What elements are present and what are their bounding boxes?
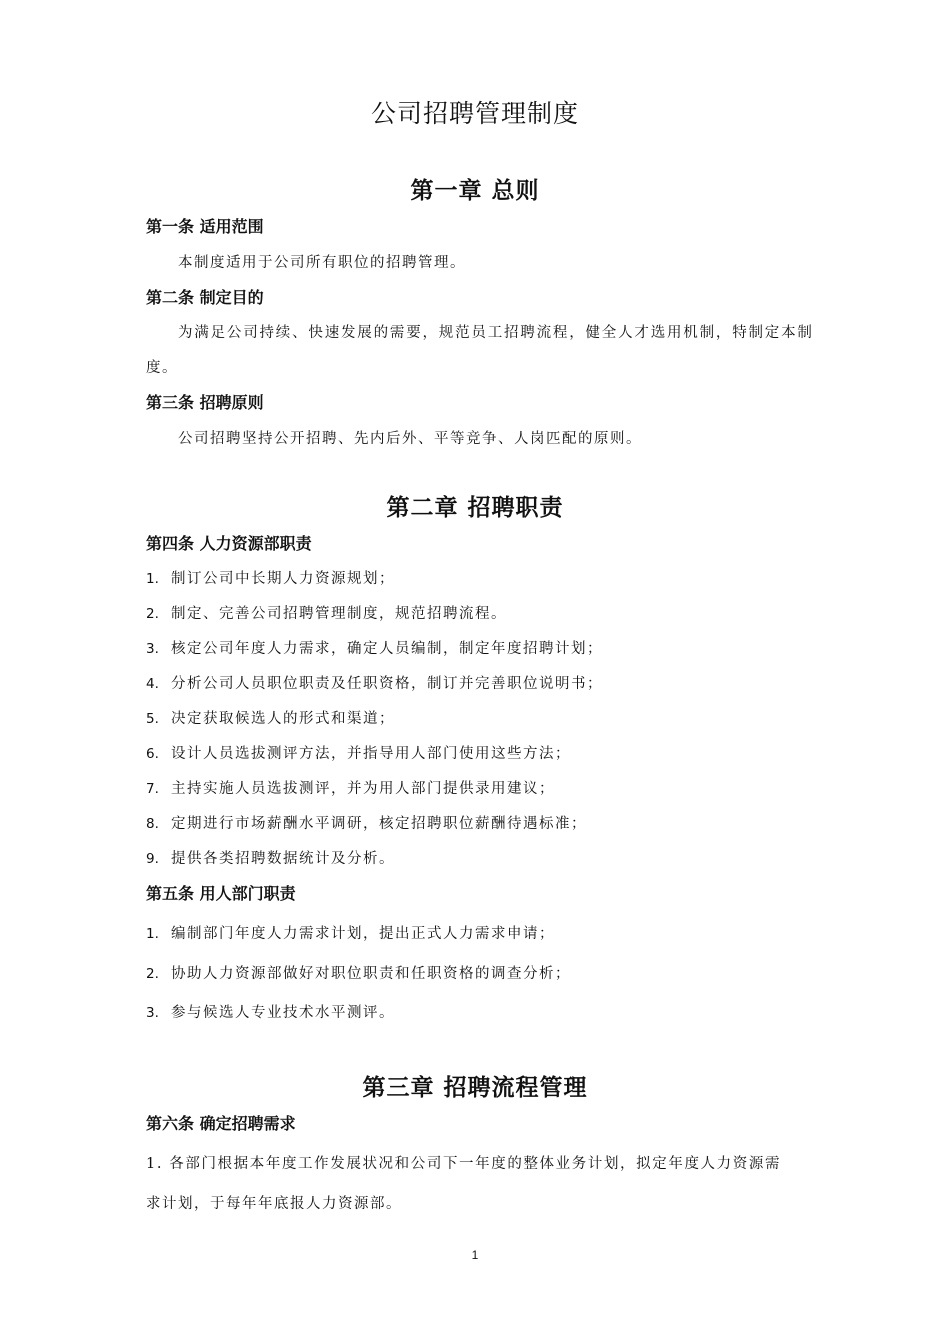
article-2-text-line2: 度。 (146, 360, 178, 376)
list-item-number: 3. (146, 1005, 159, 1021)
list-item-text: 核定公司年度人力需求，确定人员编制，制定年度招聘计划； (171, 641, 603, 657)
article-3-text: 公司招聘坚持公开招聘、先内后外、平等竞争、人岗匹配的原则。 (178, 431, 642, 447)
list-item-text: 参与候选人专业技术水平测评。 (171, 1005, 395, 1021)
list-item-number: 5. (146, 711, 159, 727)
list-item-text: 分析公司人员职位职责及任职资格，制订并完善职位说明书； (171, 676, 603, 692)
list-item (146, 922, 555, 943)
list-item-text: 编制部门年度人力需求计划，提出正式人力需求申请； (171, 926, 555, 942)
list-item-number: 3. (146, 641, 159, 657)
list-item (146, 567, 395, 588)
list-item (146, 812, 587, 833)
list-item (146, 777, 555, 798)
article-6-text-line2: 求计划，于每年年底报人力资源部。 (146, 1196, 402, 1212)
article-4-heading: 第四条 人力资源部职责 (146, 534, 312, 553)
list-item-text: 主持实施人员选拔测评，并为用人部门提供录用建议； (171, 781, 555, 797)
article-2-heading: 第二条 制定目的 (146, 288, 264, 307)
list-item-number: 1. (146, 926, 159, 942)
list-item-text: 提供各类招聘数据统计及分析。 (171, 851, 395, 867)
list-item-number: 4. (146, 676, 159, 692)
list-item-text: 制定、完善公司招聘管理制度，规范招聘流程。 (171, 606, 507, 622)
list-item-number: 6. (146, 746, 159, 762)
list-item-number: 8. (146, 816, 159, 832)
list-item-text: 决定获取候选人的形式和渠道； (171, 711, 395, 727)
article-6-text-line1: 1. 各部门根据本年度工作发展状况和公司下一年度的整体业务计划，拟定年度人力资源需 (146, 1156, 782, 1172)
chapter-1-title: 第一章 总则 (410, 177, 540, 204)
chapter-2-title: 第二章 招聘职责 (386, 494, 564, 521)
article-6-heading: 第六条 确定招聘需求 (146, 1114, 296, 1133)
chapter-3-title: 第三章 招聘流程管理 (362, 1074, 588, 1101)
list-item-number: 2. (146, 606, 159, 622)
article-1-text: 本制度适用于公司所有职位的招聘管理。 (178, 255, 466, 271)
list-item-text: 定期进行市场薪酬水平调研，核定招聘职位薪酬待遇标准； (171, 816, 587, 832)
article-3-heading: 第三条 招聘原则 (146, 393, 264, 412)
list-item (146, 672, 603, 693)
page-number: 1 (471, 1248, 479, 1262)
list-item (146, 602, 507, 623)
list-item (146, 962, 571, 983)
list-item-text: 设计人员选拔测评方法，并指导用人部门使用这些方法； (171, 746, 571, 762)
article-1-heading: 第一条 适用范围 (146, 217, 264, 236)
list-item (146, 742, 571, 763)
list-item (146, 1001, 395, 1022)
list-item-number: 9. (146, 851, 159, 867)
article-5-heading: 第五条 用人部门职责 (146, 884, 296, 903)
list-item-number: 7. (146, 781, 159, 797)
list-item-number: 1. (146, 571, 159, 587)
document-title: 公司招聘管理制度 (370, 99, 579, 128)
list-item-number: 2. (146, 966, 159, 982)
list-item (146, 847, 395, 868)
list-item (146, 707, 395, 728)
article-2-text-line1: 为满足公司持续、快速发展的需要，规范员工招聘流程，健全人才选用机制，特制定本制 (178, 325, 814, 341)
list-item (146, 637, 603, 658)
list-item-text: 协助人力资源部做好对职位职责和任职资格的调查分析； (171, 966, 571, 982)
list-item-text: 制订公司中长期人力资源规划； (171, 571, 395, 587)
